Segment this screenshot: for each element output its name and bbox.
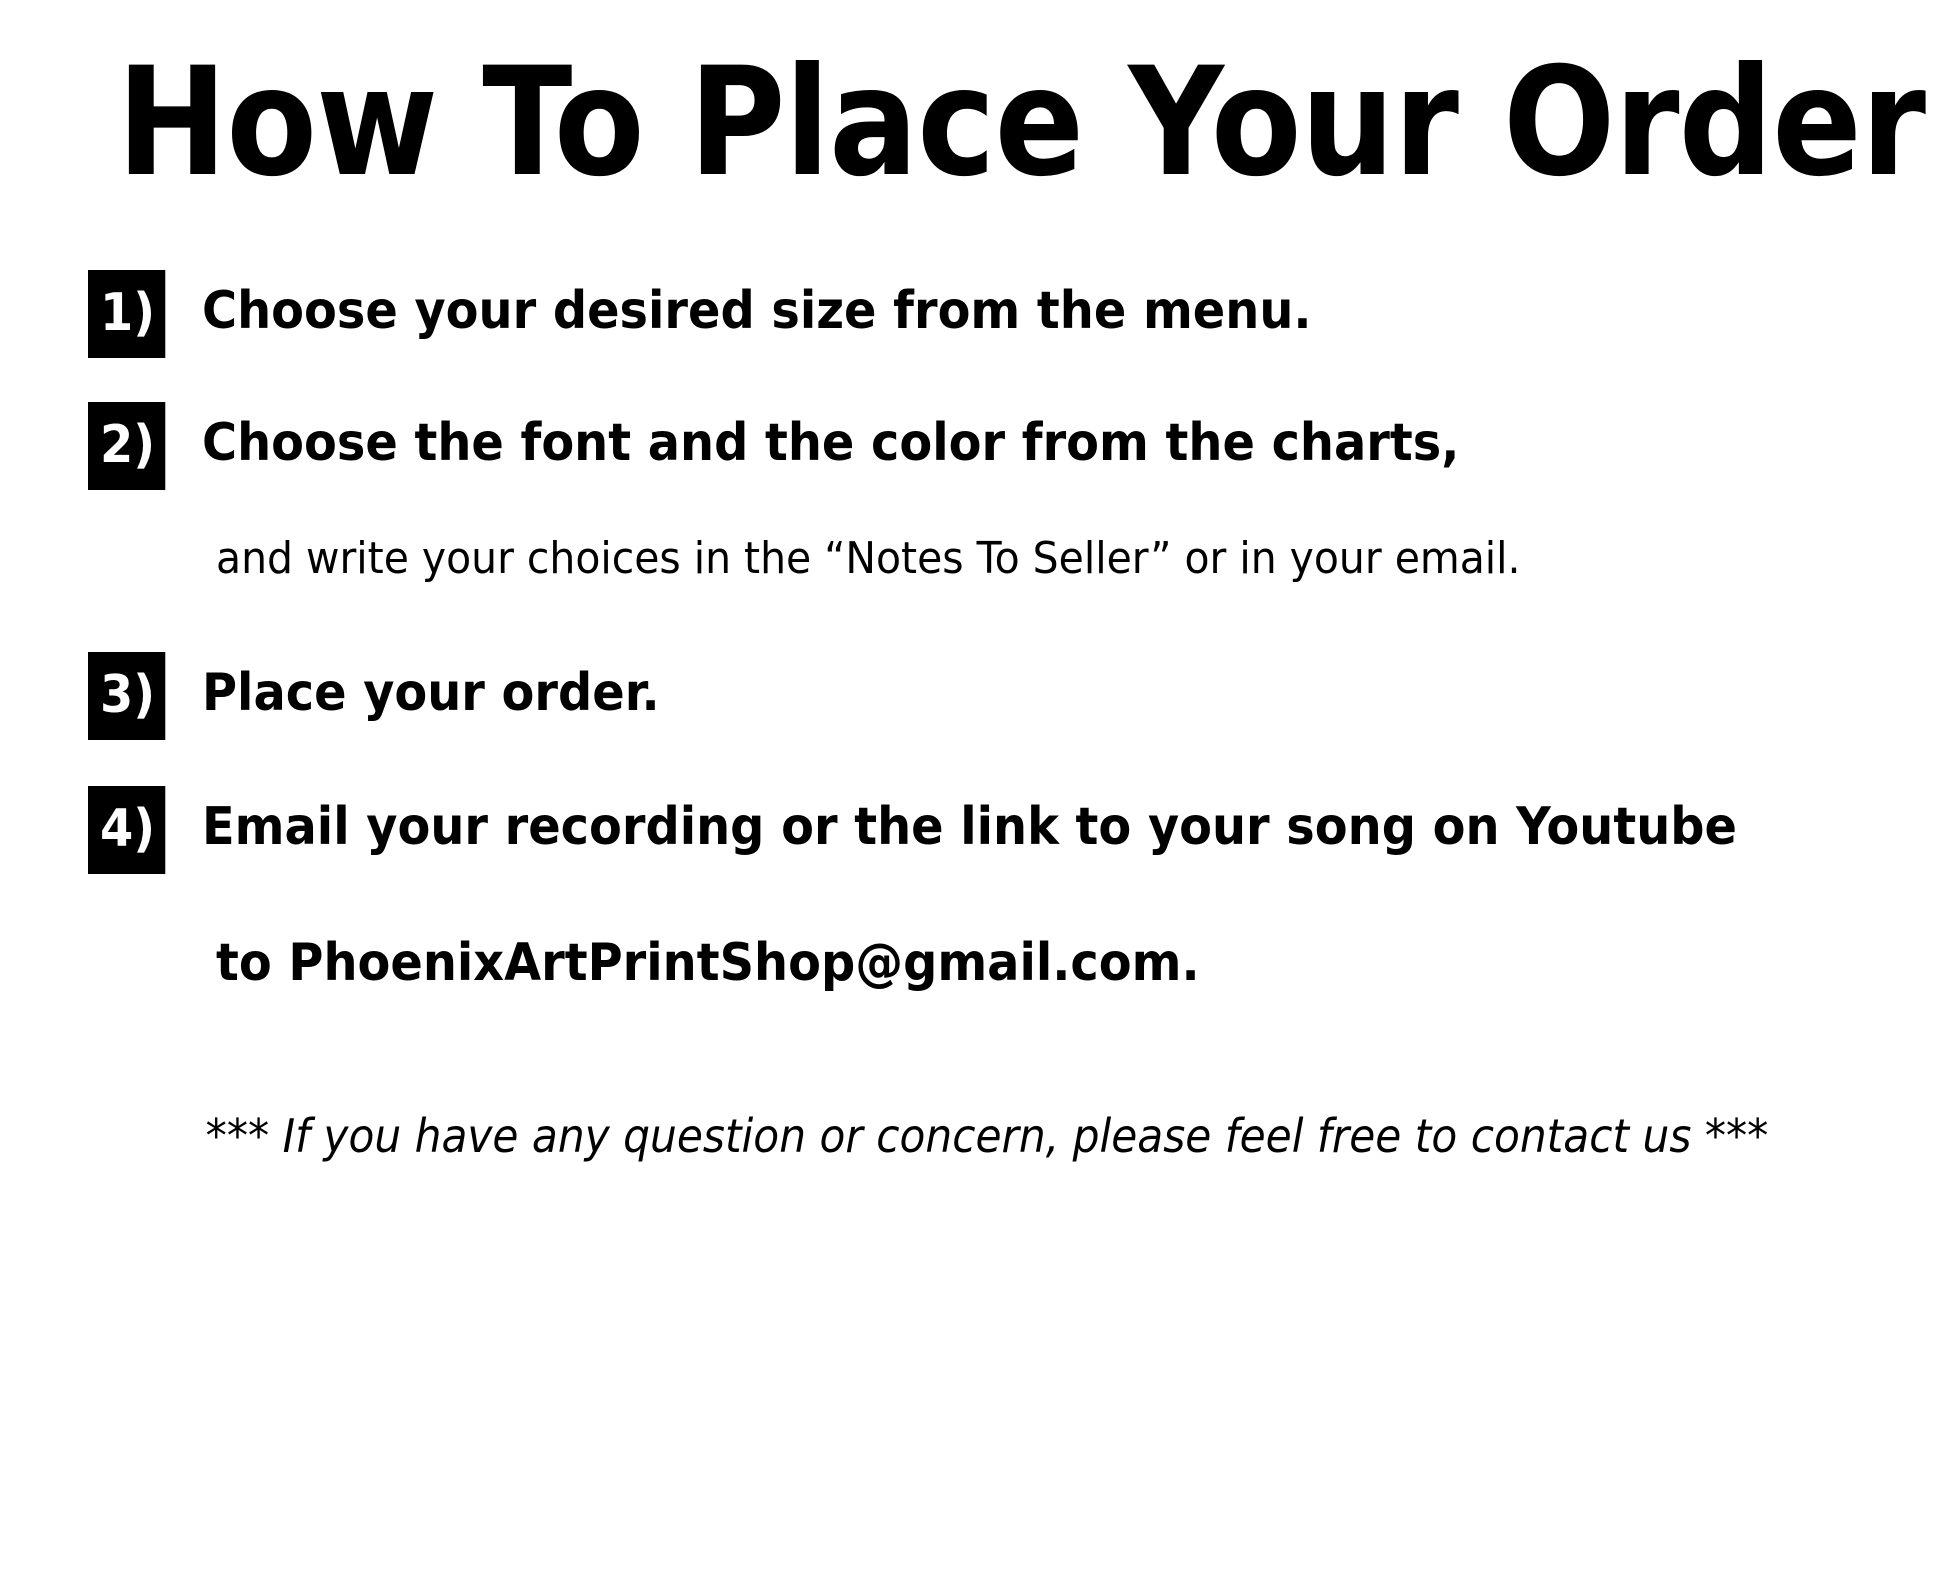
step-marker-3: 3) bbox=[88, 652, 165, 740]
step-text-2: Choose the font and the color from the charts, bbox=[202, 413, 1460, 473]
step-marker-4: 4) bbox=[88, 786, 165, 874]
list-item bbox=[88, 402, 1886, 490]
list-item bbox=[88, 786, 1886, 874]
step-2-continuation-text: and write your choices in the “Notes To Seller” or in your email. bbox=[216, 533, 1521, 584]
steps-list bbox=[0, 270, 1946, 1163]
step-text-3: Place your order. bbox=[202, 663, 660, 724]
step-text-4: Email your recording or the link to your song on Youtube bbox=[202, 797, 1737, 858]
footer-note: *** If you have any question or concern, please feel free to contact us *** bbox=[205, 1108, 1769, 1163]
step-marker-2: 2) bbox=[88, 402, 165, 490]
list-item bbox=[88, 652, 1886, 740]
page-title: How To Place Your Order bbox=[116, 36, 1926, 210]
step-text-1: Choose your desired size from the menu. bbox=[202, 281, 1312, 341]
list-item bbox=[88, 270, 1886, 358]
contact-email-line: to PhoenixArtPrintShop@gmail.com. bbox=[216, 933, 1200, 994]
instructions-page bbox=[0, 36, 1946, 1576]
step-marker-1: 1) bbox=[88, 270, 165, 358]
